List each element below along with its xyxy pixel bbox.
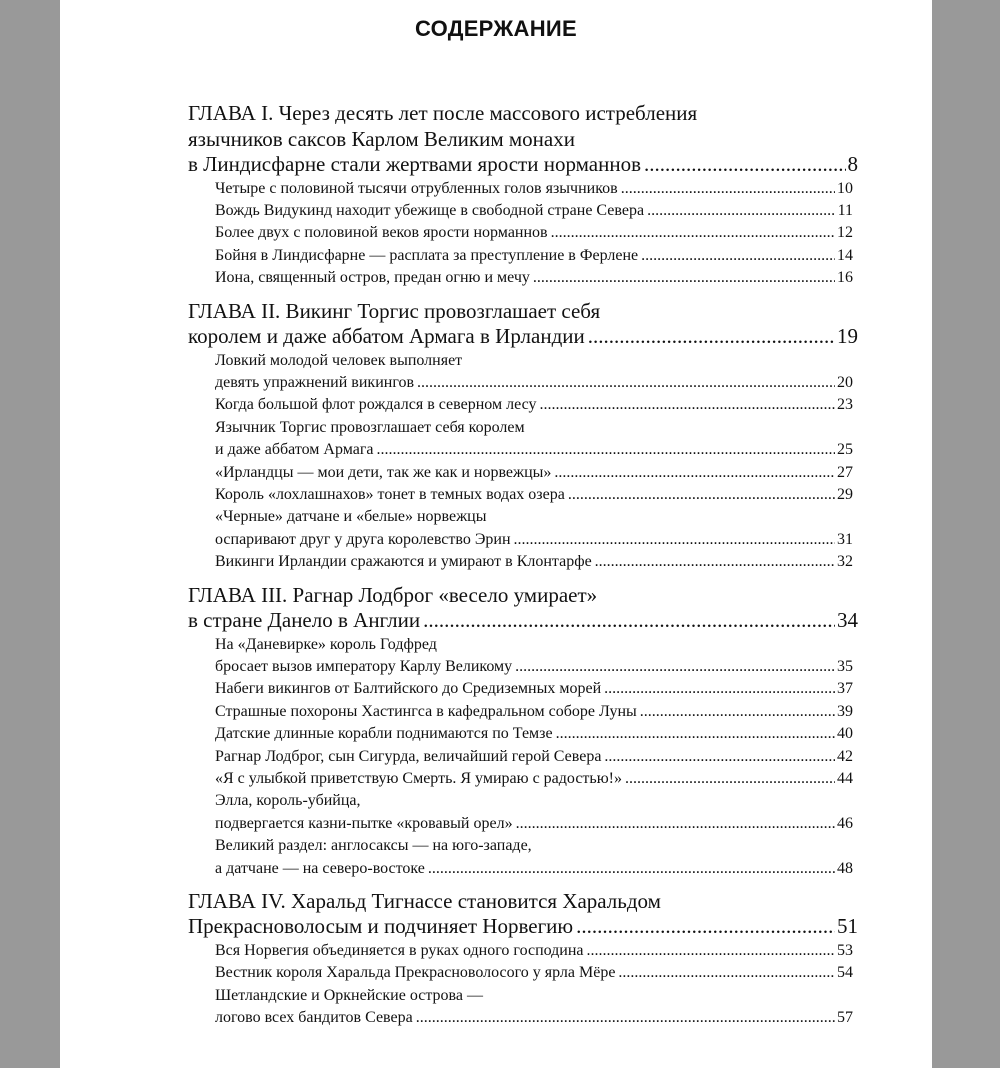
toc-entry-line-text: Набеги викингов от Балтийского до Средиземных морей bbox=[215, 680, 602, 698]
toc-entry-line-text: и даже аббатом Армага bbox=[215, 441, 374, 459]
chapter-heading-line-text: королем и даже аббатом Армага в Ирландии bbox=[188, 324, 585, 348]
dot-leader bbox=[625, 768, 835, 789]
toc-entry-line-text: Король «лохлашнахов» тонет в темных водах озера bbox=[215, 485, 565, 503]
dot-leader bbox=[533, 267, 835, 288]
page-number: 29 bbox=[837, 485, 853, 503]
toc-entry-line bbox=[215, 790, 853, 811]
dot-leader bbox=[588, 323, 835, 349]
toc-entry-line-text: Вестник короля Харальда Прекрасноволосого у ярла Мёре bbox=[215, 964, 616, 982]
chapter-heading-line-text: в Линдисфарне стали жертвами ярости норманнов bbox=[188, 152, 641, 176]
toc-entry-line-text: Вождь Видукинд находит убежище в свободной стране Севера bbox=[215, 201, 645, 219]
dot-leader bbox=[647, 200, 836, 221]
dot-leader bbox=[514, 529, 835, 550]
page-number: 19 bbox=[837, 324, 858, 348]
chapter-heading-line-text: Прекрасноволосым и подчиняет Норвегию bbox=[188, 914, 574, 939]
toc-entry-line bbox=[215, 551, 853, 572]
dot-leader bbox=[644, 151, 846, 177]
dot-leader bbox=[428, 858, 835, 879]
toc-entry-line bbox=[215, 768, 853, 789]
page-number: 31 bbox=[837, 530, 853, 548]
dot-leader bbox=[595, 551, 835, 572]
page-number: 23 bbox=[837, 396, 853, 414]
toc-entry-line-text: Рагнар Лодброг, сын Сигурда, величайший герой Севера bbox=[215, 747, 602, 765]
page-number: 12 bbox=[837, 224, 853, 242]
toc-entry-line-text: Датские длинные корабли поднимаются по Темзе bbox=[215, 725, 553, 743]
page-number: 54 bbox=[837, 964, 853, 982]
toc-entry-line bbox=[215, 462, 853, 483]
dot-leader bbox=[539, 394, 835, 415]
chapter-heading-line-text: ГЛАВА III. Рагнар Лодброг «весело умирает» bbox=[188, 582, 598, 607]
page-number: 8 bbox=[847, 152, 858, 176]
page-number: 35 bbox=[837, 657, 853, 675]
toc-entry-line-text: Страшные похороны Хастингса в кафедральном соборе Луны bbox=[215, 702, 637, 720]
dot-leader bbox=[515, 656, 835, 677]
toc-entry-line-text: Викинги Ирландии сражаются и умирают в Клонтарфе bbox=[215, 553, 592, 571]
toc-entry-line bbox=[215, 439, 853, 460]
chapter-heading-line bbox=[188, 582, 858, 608]
toc-entry-line-text: Язычник Торгис провозглашает себя королем bbox=[215, 418, 525, 436]
toc-entry-line bbox=[215, 701, 853, 722]
toc-entry-line bbox=[215, 746, 853, 767]
toc-entry-line-text: девять упражнений викингов bbox=[215, 373, 415, 391]
dot-leader bbox=[641, 245, 835, 266]
page-number: 48 bbox=[837, 859, 853, 877]
chapter-heading-line bbox=[188, 607, 858, 633]
toc-entry-line-text: Иона, священный остров, предан огню и мечу bbox=[215, 269, 530, 287]
dot-leader bbox=[604, 678, 835, 699]
page-title: СОДЕРЖАНИЕ bbox=[414, 16, 578, 41]
chapter-heading-line bbox=[188, 126, 858, 152]
toc-entry-line-text: логово всех бандитов Севера bbox=[215, 1009, 413, 1027]
toc-entry-line bbox=[215, 678, 853, 699]
dot-leader bbox=[621, 178, 835, 199]
toc-entry-line-text: Четыре с половиной тысячи отрубленных голов язычников bbox=[215, 179, 618, 197]
page-number: 44 bbox=[837, 769, 853, 787]
page-number: 34 bbox=[837, 608, 858, 632]
dot-leader bbox=[554, 462, 835, 483]
toc-entry-line-text: подвергается казни-пытке «кровавый орел» bbox=[215, 814, 513, 832]
dot-leader bbox=[417, 372, 835, 393]
page-number: 51 bbox=[837, 914, 858, 939]
page-number: 10 bbox=[837, 179, 853, 197]
toc-entry-line bbox=[215, 267, 853, 288]
dot-leader bbox=[587, 940, 835, 961]
toc-entry-line bbox=[215, 813, 853, 834]
page-number: 40 bbox=[837, 725, 853, 743]
page-number: 11 bbox=[837, 201, 853, 219]
toc-entry-line-text: На «Даневирке» король Годфред bbox=[215, 635, 437, 653]
toc-entry-line-text: Бойня в Линдисфарне — расплата за преступление в Ферлене bbox=[215, 246, 639, 264]
toc-entry-line-text: Вся Норвегия объединяется в руках одного господина bbox=[215, 941, 584, 959]
toc-entry-line-text: оспаривают друг у друга королевство Эрин bbox=[215, 530, 511, 548]
chapter-heading-line-text: ГЛАВА II. Викинг Торгис провозглашает себя bbox=[188, 298, 601, 323]
dot-leader bbox=[618, 962, 835, 983]
toc-entry-line-text: Великий раздел: англосаксы — на юго-западе, bbox=[215, 837, 532, 855]
toc-entry-line-text: Когда большой флот рождался в северном лесу bbox=[215, 396, 537, 414]
toc-entry-line-text: «Черные» датчане и «белые» норвежцы bbox=[215, 508, 487, 526]
page-number: 42 bbox=[837, 747, 853, 765]
toc-entry-line bbox=[215, 506, 853, 527]
toc-entry-line bbox=[215, 245, 853, 266]
toc-entry-line bbox=[215, 656, 853, 677]
chapter-heading-line bbox=[188, 888, 858, 914]
page-number: 53 bbox=[837, 941, 853, 959]
toc-entry-line bbox=[215, 178, 853, 199]
toc-entry-line bbox=[215, 858, 853, 879]
page-number: 37 bbox=[837, 680, 853, 698]
toc-entry-line-text: Элла, король-убийца, bbox=[215, 792, 361, 810]
toc-entry-line-text: Шетландские и Оркнейские острова — bbox=[215, 986, 483, 1004]
toc-entry-line bbox=[215, 222, 853, 243]
toc-entry-line bbox=[215, 484, 853, 505]
toc-entry-line bbox=[215, 634, 853, 655]
page-number: 27 bbox=[837, 463, 853, 481]
page-number: 32 bbox=[837, 553, 853, 571]
toc-entry-line-text: а датчане — на северо-востоке bbox=[215, 859, 425, 877]
chapter-heading-line-text: язычников саксов Карлом Великим монахи bbox=[188, 126, 575, 151]
dot-leader bbox=[568, 484, 835, 505]
dot-leader bbox=[551, 222, 835, 243]
chapter-heading-line bbox=[188, 151, 858, 177]
page-number: 25 bbox=[837, 441, 853, 459]
document-page bbox=[60, 0, 932, 1068]
page-number: 46 bbox=[837, 814, 853, 832]
toc-entry-line bbox=[215, 1007, 853, 1028]
chapter-heading-line-text: ГЛАВА IV. Харальд Тигнассе становится Харальдом bbox=[188, 888, 661, 913]
chapter-heading-line-text: в стране Данело в Англии bbox=[188, 608, 421, 632]
toc-entry-line bbox=[215, 372, 853, 393]
dot-leader bbox=[576, 913, 835, 939]
dot-leader bbox=[416, 1007, 835, 1028]
chapter-heading-line bbox=[188, 323, 858, 349]
toc-entry-line bbox=[215, 835, 853, 856]
chapter-heading-line-text: ГЛАВА I. Через десять лет после массового истребления bbox=[188, 101, 698, 125]
toc-entry-line bbox=[215, 985, 853, 1006]
toc-entry-line bbox=[215, 394, 853, 415]
toc-entry-line bbox=[215, 723, 853, 744]
dot-leader bbox=[377, 439, 835, 460]
toc-entry-line-text: Более двух с половиной веков ярости норманнов bbox=[215, 224, 548, 242]
chapter-heading-line bbox=[188, 298, 858, 324]
toc-entry-line bbox=[215, 350, 853, 371]
toc-entry-line bbox=[215, 962, 853, 983]
page-number: 16 bbox=[837, 269, 853, 287]
chapter-heading-line bbox=[188, 100, 858, 126]
page-number: 20 bbox=[837, 373, 853, 391]
dot-leader bbox=[604, 746, 835, 767]
page-number: 14 bbox=[837, 246, 853, 264]
toc-entry-line bbox=[215, 940, 853, 961]
toc-entry-line-text: «Ирландцы — мои дети, так же как и норвежцы» bbox=[215, 463, 552, 481]
chapter-heading-line bbox=[188, 913, 858, 939]
toc-entry-line-text: Ловкий молодой человек выполняет bbox=[215, 351, 463, 369]
toc-entry-line bbox=[215, 529, 853, 550]
toc-entry-line bbox=[215, 200, 853, 221]
dot-leader bbox=[516, 813, 835, 834]
page-number: 57 bbox=[837, 1009, 853, 1027]
toc-entry-line-text: «Я с улыбкой приветствую Смерть. Я умираю с радостью!» bbox=[215, 769, 622, 787]
toc-entry-line bbox=[215, 417, 853, 438]
dot-leader bbox=[423, 607, 835, 633]
dot-leader bbox=[640, 701, 835, 722]
dot-leader bbox=[556, 723, 835, 744]
toc-entry-line-text: бросает вызов императору Карлу Великому bbox=[215, 657, 513, 675]
page-number: 39 bbox=[837, 702, 853, 720]
